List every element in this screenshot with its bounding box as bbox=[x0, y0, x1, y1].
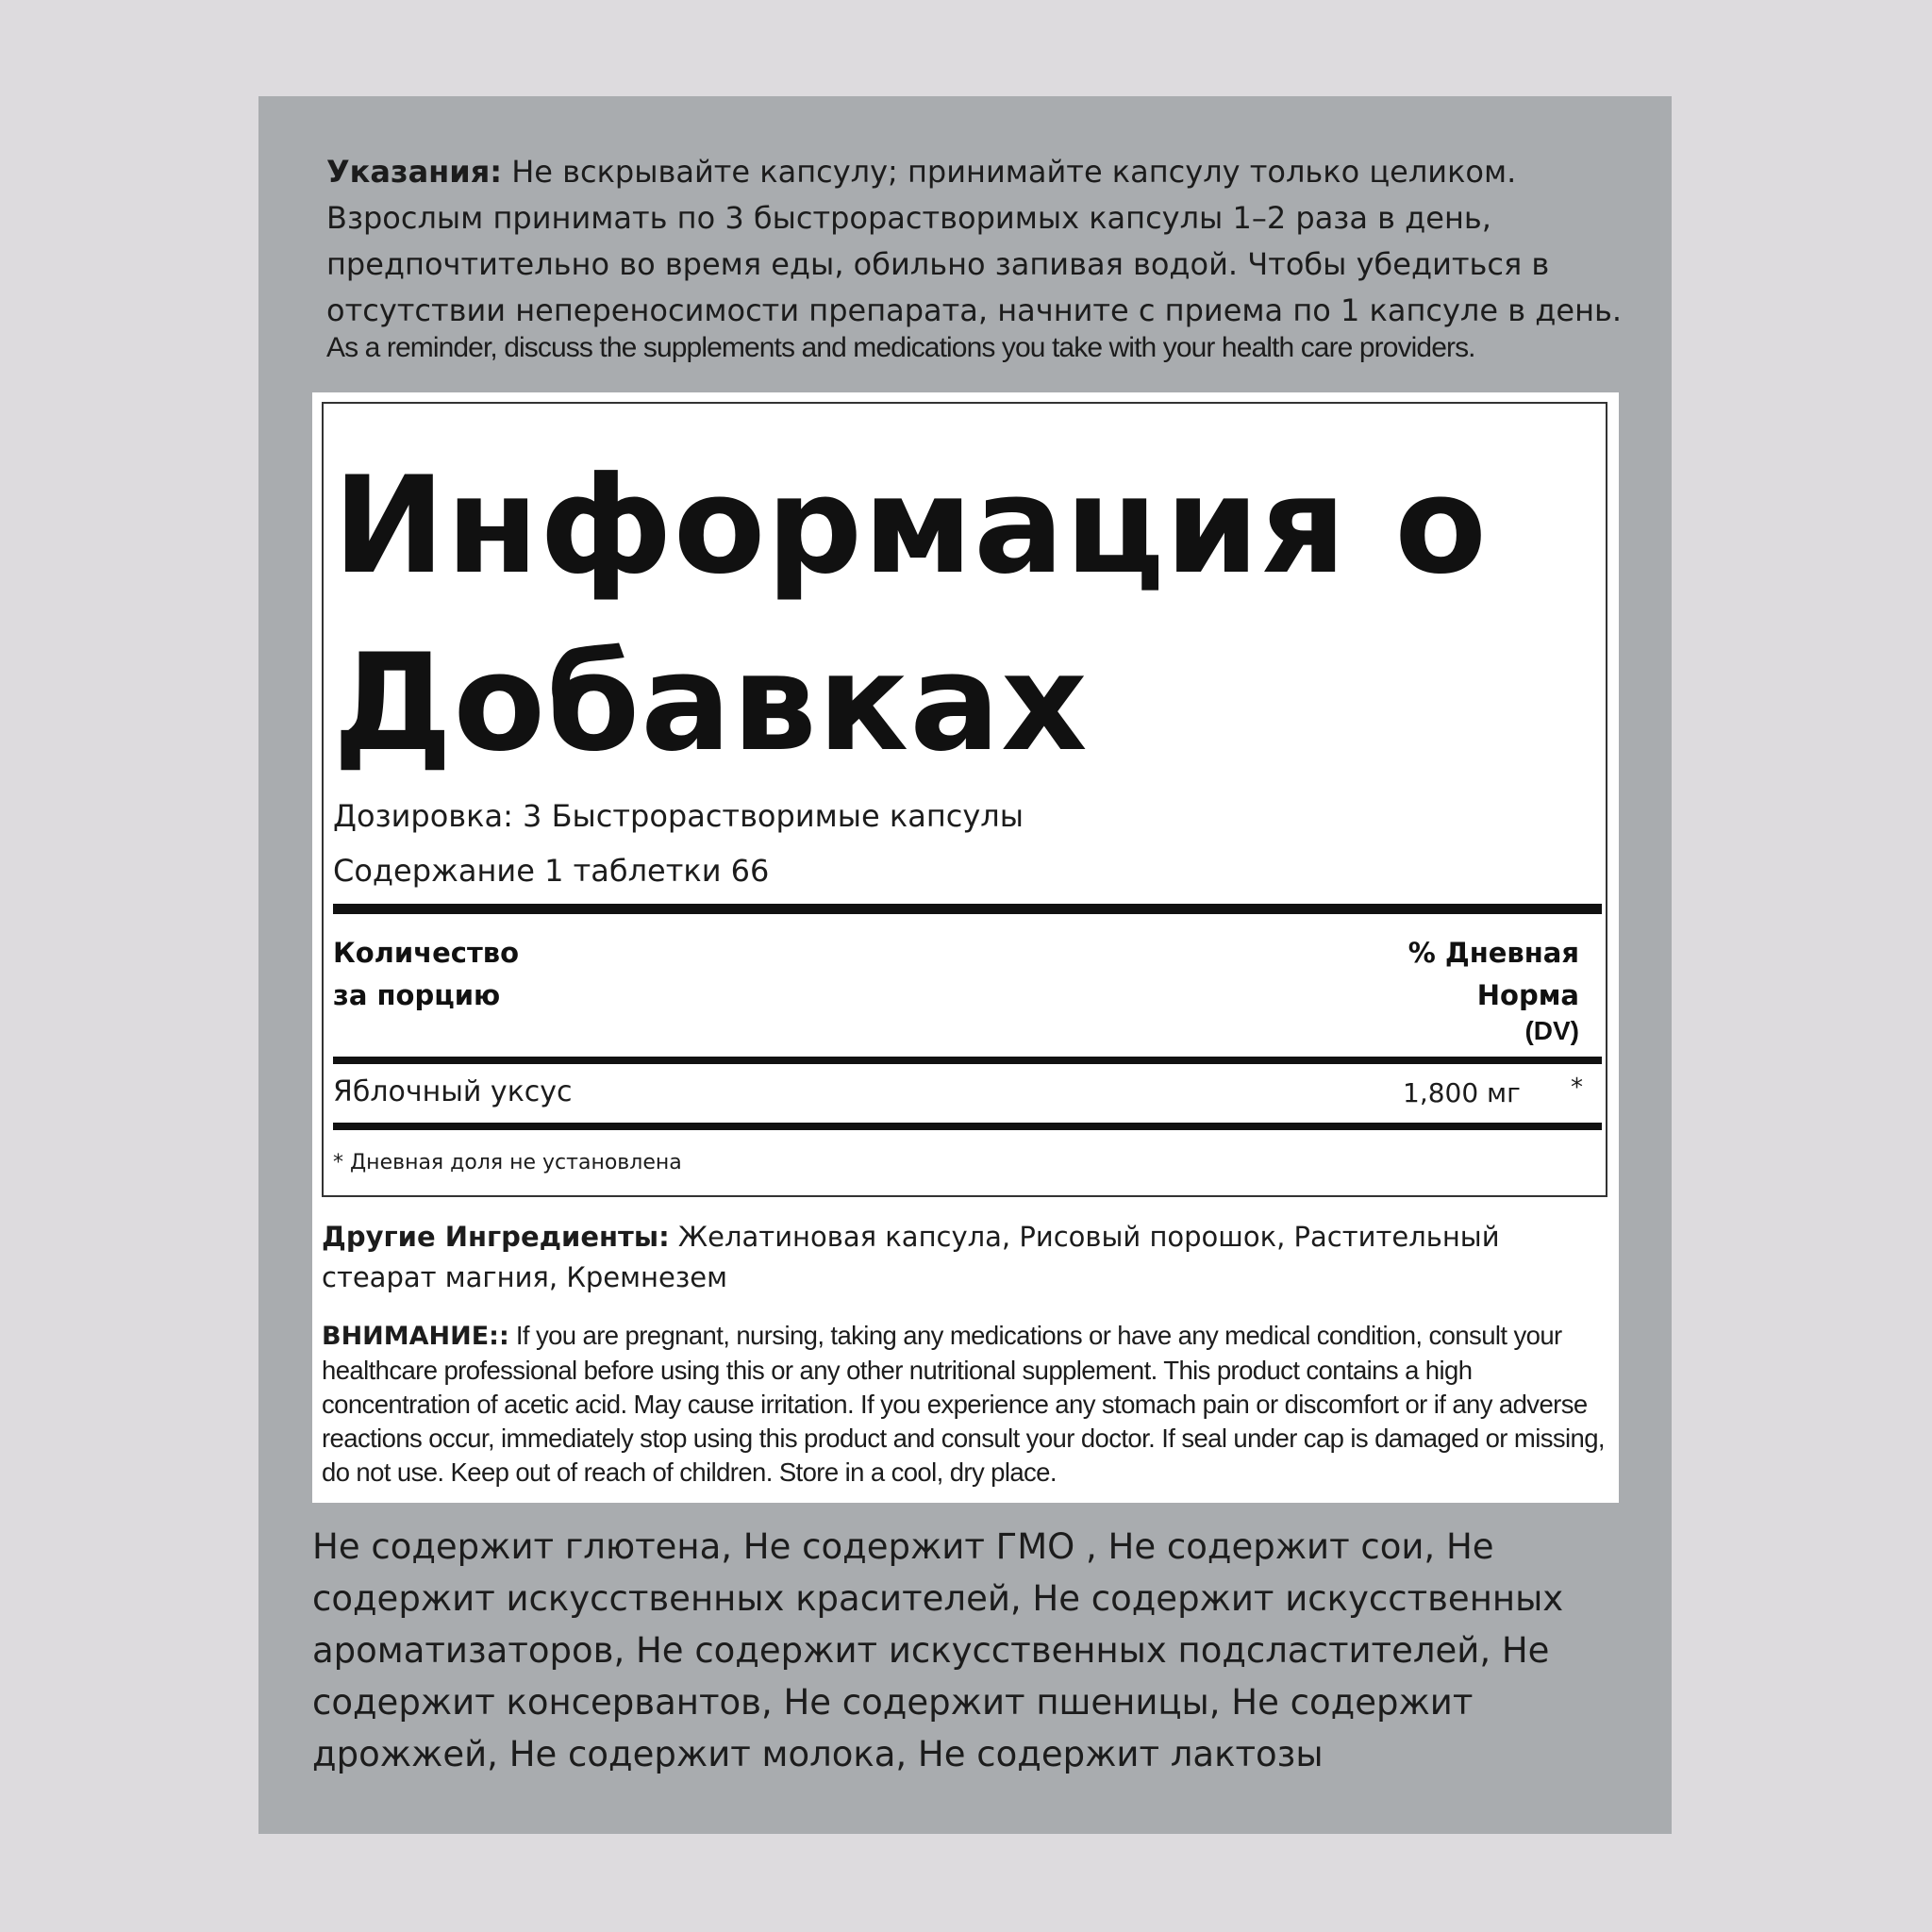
other-ingredients-text: Желатиновая капсула, Рисовый порошок, Растительный стеарат магния, Кремнезем bbox=[322, 1221, 1500, 1293]
directions-body: Не вскрывайте капсулу; принимайте капсулу только целиком. Взрослым принимать по 3 быстрорастворимых капсулы 1–2 раза в день, предпочтительно во время еды, обильно запивая водой. Чтобы убедиться в отсутствии непереносимости препарата, начните с приема по 1 капсуле в день. bbox=[326, 154, 1623, 328]
other-ingredients bbox=[322, 1217, 1614, 1298]
warning-text: If you are pregnant, nursing, taking any medications or have any medical condition, consult your healthcare professional before using this or any other nutritional supplement. This product contains a high concentration of acetic acid. May cause irritation. If you experience any stomach pain or discomfort or if any adverse reactions occur, immediately stop using this product and consult your doctor. If seal under cap is damaged or missing, do not use. Keep out of reach of children. Store in a cool, dry place. bbox=[322, 1321, 1605, 1487]
amount-header-line1: Количество bbox=[333, 937, 520, 969]
amount-per-serving-header bbox=[333, 932, 519, 1017]
daily-value-header bbox=[1408, 932, 1579, 1045]
reminder-text: As a reminder, discuss the supplements and medications you take with your health care providers. bbox=[326, 332, 1475, 363]
divider-thick bbox=[333, 904, 1602, 914]
ingredient-amount: 1,800 мг bbox=[1403, 1077, 1521, 1108]
facts-title: Информация о Добавках bbox=[333, 448, 1488, 781]
divider-bottom bbox=[333, 1123, 1602, 1130]
servings-per-container: Содержание 1 таблетки 66 bbox=[333, 853, 770, 889]
warning bbox=[322, 1319, 1614, 1490]
dv-footnote: * Дневная доля не установлена bbox=[333, 1151, 682, 1174]
dv-header-line3: (DV) bbox=[1524, 1016, 1579, 1045]
divider-header bbox=[333, 1057, 1602, 1064]
ingredient-dv: * bbox=[1571, 1074, 1583, 1102]
ingredient-name: Яблочный уксус bbox=[333, 1075, 573, 1108]
supplement-facts-box bbox=[322, 402, 1607, 1197]
free-from-claims: Не содержит глютена, Не содержит ГМО , Не содержит сои, Не содержит искусственных красителей, Не содержит искусственных ароматизаторов, Не содержит искусственных подсластителей, Не содержит консервантов, Не содержит пшеницы, Не содержит дрожжей, Не содержит молока, Не содержит лактозы bbox=[312, 1526, 1564, 1774]
dv-header-line2: Норма bbox=[1476, 979, 1579, 1011]
directions-text bbox=[326, 149, 1628, 334]
directions-label: Указания: bbox=[326, 154, 503, 190]
other-ingredients-label: Другие Ингредиенты: bbox=[322, 1221, 670, 1253]
dv-header-line1: % Дневная bbox=[1407, 937, 1579, 969]
amount-header-line2: за порцию bbox=[333, 979, 501, 1011]
serving-size: Дозировка: 3 Быстрорастворимые капсулы bbox=[333, 798, 1024, 834]
warning-label: ВНИМАНИЕ:: bbox=[322, 1322, 509, 1351]
